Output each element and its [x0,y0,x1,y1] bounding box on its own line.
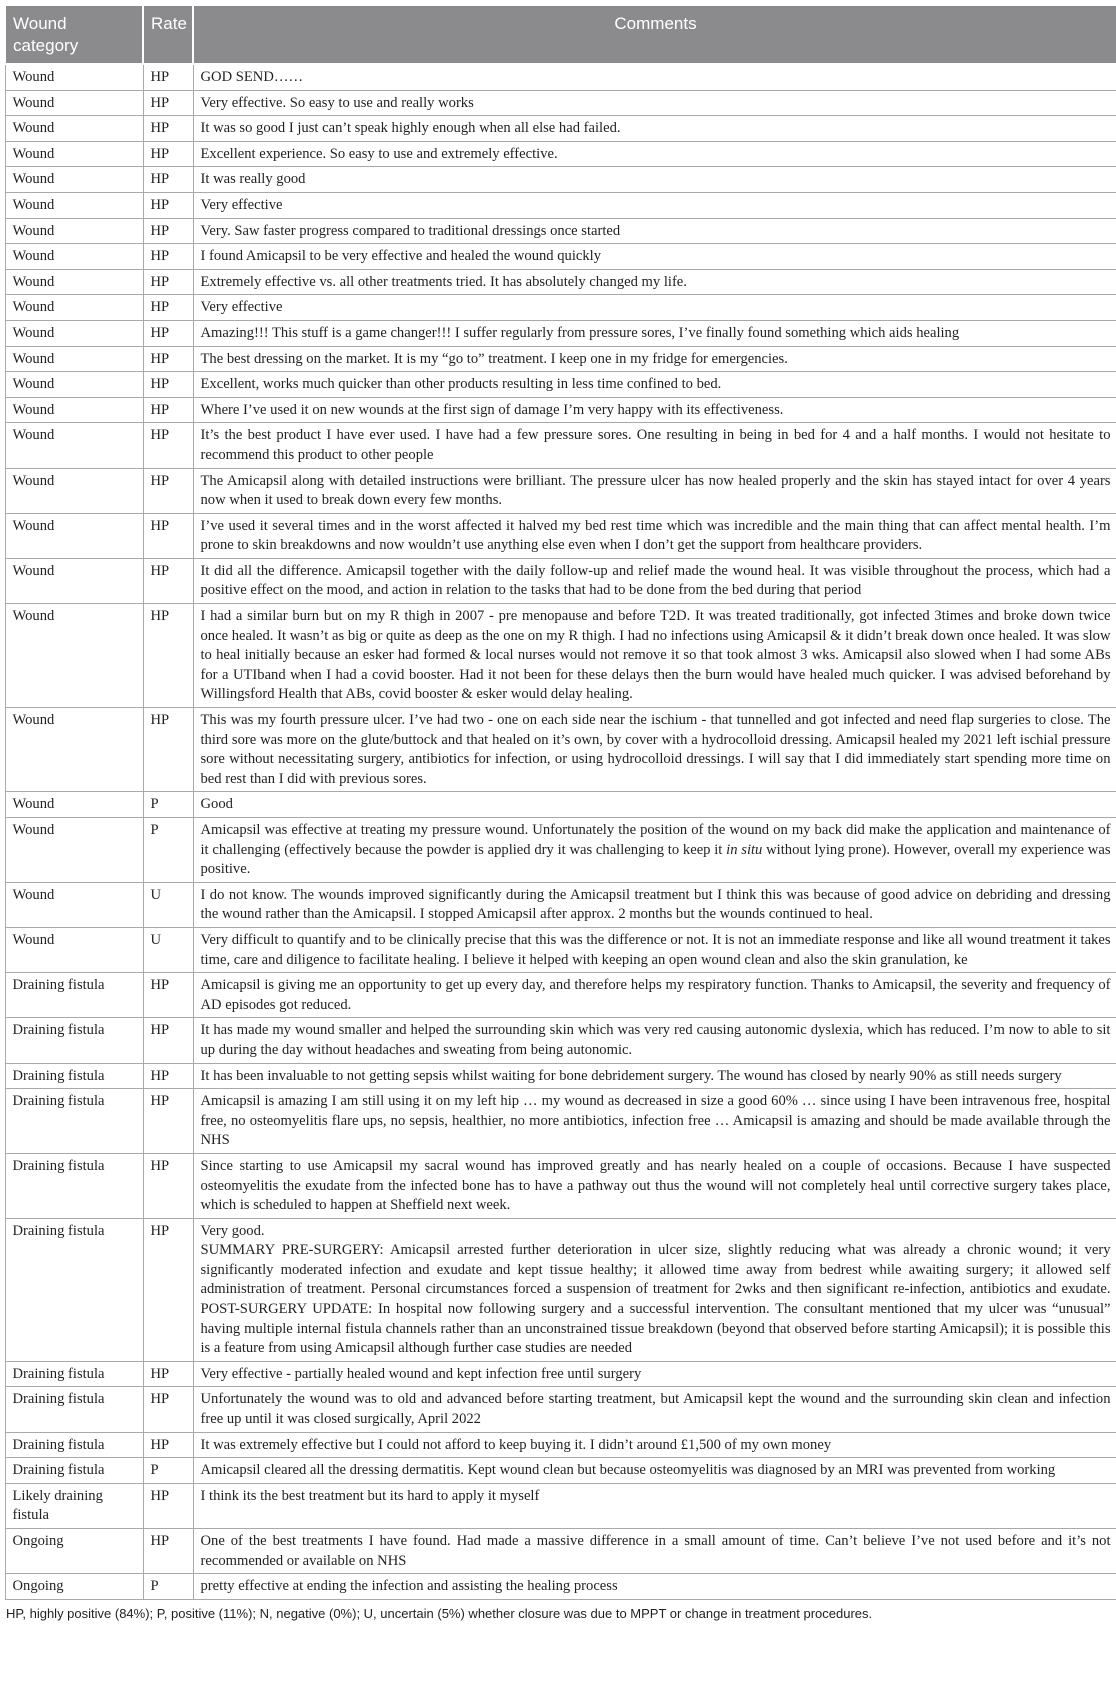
comment-cell: I do not know. The wounds improved significantly during the Amicapsil treatment but I think this was because of good advice on debriding and dressing the wound rather than the Amicapsil. I stopped Amicapsil after approx. 2 months but the wounds continued to heal. [193,882,1116,927]
comment-cell: Excellent, works much quicker than other products resulting in less time confined to bed. [193,372,1116,398]
rate-cell: U [143,927,193,972]
wound-category-cell: Draining fistula [5,1361,143,1387]
table-row [5,1529,1116,1574]
wound-category-cell: Likely draining fistula [5,1483,143,1528]
rate-cell: HP [143,397,193,423]
rate-cell: HP [143,192,193,218]
wound-category-cell: Draining fistula [5,1432,143,1458]
comment-paragraph: SUMMARY PRE-SURGERY: Amicapsil arrested further deterioration in ulcer size, slightly reducing what was already a chronic wound; it very significantly moderated infection and exudate and kept tissue healthy; it allowed time away from bedrest while awaiting surgery; it allowed self administration of treatment. Personal circumstances forced a suspension of treatment for 2wks and then significant re-infection, antibiotics and exudate. POST-SURGERY UPDATE: In hospital now following surgery and a successful intervention. The consultant mentioned that my ulcer was “unusual” having multiple internal fistula channels rather than an unconstrained tissue breakdown (beyond that observed before starting Amicapsil); it is possible this is a feature from using Amicapsil although further case studies are needed [200,1242,1111,1357]
comments-table [4,4,1116,1600]
comment-cell: Very effective [193,295,1116,321]
wound-category-cell: Draining fistula [5,1018,143,1063]
wound-category-cell: Draining fistula [5,973,143,1018]
table-row [5,141,1116,167]
table-row [5,1089,1116,1154]
table-row [5,295,1116,321]
rate-cell: HP [143,295,193,321]
wound-category-cell: Wound [5,818,143,883]
table-row [5,973,1116,1018]
rate-cell: HP [143,64,193,90]
wound-category-cell: Draining fistula [5,1458,143,1484]
wound-category-cell: Wound [5,927,143,972]
rate-cell: HP [143,90,193,116]
comment-cell: Where I’ve used it on new wounds at the first sign of damage I’m very happy with its effectiveness. [193,397,1116,423]
table-row [5,1018,1116,1063]
comment-cell: The best dressing on the market. It is my “go to” treatment. I keep one in my fridge for emergencies. [193,346,1116,372]
comment-cell [193,818,1116,883]
rate-cell: P [143,1574,193,1600]
rate-cell: HP [143,167,193,193]
comment-cell: Since starting to use Amicapsil my sacral wound has improved greatly and has nearly healed on a couple of occasions. Because I have suspected osteomyelitis the exudate from the infected bone has to have a pathway out thus the wound will not completely heal until corrective surgery takes place, which is scheduled to happen at Sheffield next week. [193,1153,1116,1218]
table-row [5,192,1116,218]
table-row [5,90,1116,116]
table-row [5,269,1116,295]
table-row [5,244,1116,270]
wound-category-cell: Draining fistula [5,1089,143,1154]
wound-category-cell: Wound [5,295,143,321]
wound-category-cell: Draining fistula [5,1387,143,1432]
comment-italic-text: in situ [726,841,763,858]
table-row [5,372,1116,398]
wound-category-cell: Wound [5,513,143,558]
wound-category-cell: Wound [5,269,143,295]
wound-category-cell: Ongoing [5,1529,143,1574]
wound-category-cell: Wound [5,792,143,818]
table-row [5,167,1116,193]
comment-cell: It was so good I just can’t speak highly enough when all else had failed. [193,116,1116,142]
comment-cell: Amazing!!! This stuff is a game changer!!! I suffer regularly from pressure sores, I’ve finally found something which aids healing [193,320,1116,346]
table-row [5,116,1116,142]
rate-cell: HP [143,346,193,372]
rate-cell: HP [143,558,193,603]
rate-cell: HP [143,1387,193,1432]
wound-category-cell: Draining fistula [5,1063,143,1089]
rate-cell: HP [143,468,193,513]
table-row [5,1432,1116,1458]
rate-cell: HP [143,244,193,270]
wound-category-cell: Wound [5,244,143,270]
comment-cell: Unfortunately the wound was to old and advanced before starting treatment, but Amicapsil kept the wound and the surrounding skin clean and infection free up until it was closed surgically, April 2022 [193,1387,1116,1432]
document-page [4,4,1116,1621]
wound-category-cell: Wound [5,116,143,142]
rate-cell: U [143,882,193,927]
table-row [5,320,1116,346]
wound-category-cell: Wound [5,192,143,218]
comment-cell: It did all the difference. Amicapsil together with the daily follow-up and relief made the wound heal. It was visible throughout the process, which had a positive effect on the mood, and action in relation to the tasks that had to be done from the bed during that period [193,558,1116,603]
wound-category-cell: Wound [5,397,143,423]
comment-cell: It has made my wound smaller and helped the surrounding skin which was very red causing autonomic dyslexia, which has reduced. I’m now to able to sit up during the day without headaches and sweating from being autonomic. [193,1018,1116,1063]
rate-cell: HP [143,320,193,346]
wound-category-cell: Wound [5,346,143,372]
table-row [5,64,1116,90]
table-row [5,792,1116,818]
table-row [5,1361,1116,1387]
comment-cell: I’ve used it several times and in the worst affected it halved my bed rest time which was incredible and the main thing that can affect mental health. I’m prone to skin breakdowns and now wouldn’t use anything else even when I don’t get the support from healthcare providers. [193,513,1116,558]
rate-cell: HP [143,1529,193,1574]
comment-cell: Good [193,792,1116,818]
comment-cell: It was really good [193,167,1116,193]
comment-cell: GOD SEND…… [193,64,1116,90]
table-row [5,604,1116,708]
rate-cell: HP [143,1361,193,1387]
table-row [5,1574,1116,1600]
rate-cell: HP [143,1432,193,1458]
table-row [5,423,1116,468]
rate-cell: HP [143,1018,193,1063]
comment-cell: Extremely effective vs. all other treatments tried. It has absolutely changed my life. [193,269,1116,295]
table-row [5,1153,1116,1218]
rate-cell: HP [143,1218,193,1361]
rate-cell: HP [143,604,193,708]
table-row [5,513,1116,558]
table-footnote: HP, highly positive (84%); P, positive (11%); N, negative (0%); U, uncertain (5%) whether closure was due to MPPT or change in treatment procedures. [6,1605,873,1621]
rate-cell: P [143,1458,193,1484]
table-row [5,558,1116,603]
wound-category-cell: Wound [5,90,143,116]
comment-cell: One of the best treatments I have found. Had made a massive difference in a small amount of time. Can’t believe I’ve not used before and it’s not recommended or available on NHS [193,1529,1116,1574]
table-row [5,708,1116,792]
comment-cell: I think its the best treatment but its hard to apply it myself [193,1483,1116,1528]
table-row [5,1387,1116,1432]
rate-cell: HP [143,423,193,468]
comment-cell: Very effective [193,192,1116,218]
comment-cell: Very effective. So easy to use and really works [193,90,1116,116]
comment-text: Amicapsil was effective at treating my pressure wound. Unfortunately the position of the wound on my back did make the application and maintenance of it challenging (effectively because the powder is applied dry it was challenging to keep it [200,822,1111,858]
wound-category-cell: Wound [5,558,143,603]
wound-category-cell: Wound [5,141,143,167]
wound-category-cell: Wound [5,167,143,193]
rate-cell: HP [143,1153,193,1218]
wound-category-cell: Wound [5,64,143,90]
table-body [5,64,1116,1599]
wound-category-cell: Wound [5,218,143,244]
rate-cell: HP [143,269,193,295]
rate-cell: HP [143,372,193,398]
table-row [5,397,1116,423]
comment-cell: It has been invaluable to not getting sepsis whilst waiting for bone debridement surgery. The wound has closed by nearly 90% as still needs surgery [193,1063,1116,1089]
comment-cell: Amicapsil is giving me an opportunity to get up every day, and therefore helps my respiratory function. Thanks to Amicapsil, the severity and frequency of AD episodes got reduced. [193,973,1116,1018]
wound-category-cell: Draining fistula [5,1218,143,1361]
comment-cell: Excellent experience. So easy to use and extremely effective. [193,141,1116,167]
table-row [5,818,1116,883]
table-row [5,1483,1116,1528]
comment-cell: Very. Saw faster progress compared to traditional dressings once started [193,218,1116,244]
rate-cell: P [143,818,193,883]
comment-text: without lying prone). However, overall my experience was positive. [200,841,1111,878]
comment-cell: Amicapsil is amazing I am still using it on my left hip … my wound as decreased in size a good 60% … since using I have been intravenous free, hospital free, no osteomyelitis flare ups, no sepsis, healthier, no more antibiotics, infection free … Amicapsil is amazing and should be made available through the NHS [193,1089,1116,1154]
comment-cell: Very effective - partially healed wound and kept infection free until surgery [193,1361,1116,1387]
rate-cell: HP [143,141,193,167]
wound-category-cell: Wound [5,882,143,927]
comment-cell: pretty effective at ending the infection and assisting the healing process [193,1574,1116,1600]
comment-cell: I had a similar burn but on my R thigh in 2007 - pre menopause and before T2D. It was treated traditionally, got infected 3times and broke down twice once healed. It wasn’t as big or quite as deep as the one on my R thigh. I had no infections using Amicapsil & it didn’t break down once healed. It was slow to heal initially because an esker had formed & local nurses would not remove it so that took almost 3 wks. Amicapsil also slowed when I had some ABs for a UTIband when I had a covid booster. Had it not been for these delays then the burn would have healed much quicker. I was advised beforehand by Willingsford Health that ABs, covid booster & esker would delay healing. [193,604,1116,708]
rate-cell: HP [143,973,193,1018]
table-row [5,218,1116,244]
comment-cell: The Amicapsil along with detailed instructions were brilliant. The pressure ulcer has now healed properly and the skin has stayed intact for over 4 years now when it used to break down every few months. [193,468,1116,513]
wound-category-cell: Wound [5,604,143,708]
comment-cell: Amicapsil cleared all the dressing dermatitis. Kept wound clean but because osteomyelitis was diagnosed by an MRI was prevented from working [193,1458,1116,1484]
wound-category-cell: Wound [5,320,143,346]
table-row [5,1218,1116,1361]
header-rate: Rate [143,5,193,64]
table-row [5,882,1116,927]
comment-cell: I found Amicapsil to be very effective and healed the wound quickly [193,244,1116,270]
table-header-row [5,5,1116,64]
wound-category-cell: Draining fistula [5,1153,143,1218]
comment-cell: Very difficult to quantify and to be clinically precise that this was the difference or not. It is not an immediate response and like all wound treatment it takes time, care and diligence to facilitate healing. I believe it helped with keeping an open wound clean and also the skin granulation, ke [193,927,1116,972]
comment-paragraph: Very good. [200,1222,265,1239]
table-row [5,346,1116,372]
table-row [5,1458,1116,1484]
rate-cell: HP [143,1483,193,1528]
comment-cell [193,1218,1116,1361]
comment-cell: This was my fourth pressure ulcer. I’ve had two - one on each side near the ischium - that tunnelled and got infected and need flap surgeries to close. The third sore was more on the glute/buttock and that healed on it’s own, by cover with a hydrocolloid dressing. Amicapsil healed my 2021 left ischial pressure sore without necessitating surgery, antibiotics for infection, or using hydrocolloid dressings. I will say that I did immediately start spending more time on bed rest than I did with previous sores. [193,708,1116,792]
rate-cell: HP [143,116,193,142]
wound-category-cell: Wound [5,372,143,398]
rate-cell: HP [143,513,193,558]
rate-cell: HP [143,708,193,792]
table-row [5,927,1116,972]
wound-category-cell: Wound [5,468,143,513]
comment-cell: It was extremely effective but I could not afford to keep buying it. I didn’t around £1,500 of my own money [193,1432,1116,1458]
comment-cell: It’s the best product I have ever used. I have had a few pressure sores. One resulting in being in bed for 4 and a half months. I would not hesitate to recommend this product to other people [193,423,1116,468]
table-row [5,468,1116,513]
wound-category-cell: Wound [5,708,143,792]
wound-category-cell: Wound [5,423,143,468]
rate-cell: HP [143,1063,193,1089]
header-wound-category: Wound category [5,5,143,64]
rate-cell: HP [143,218,193,244]
header-comments: Comments [193,5,1116,64]
wound-category-cell: Ongoing [5,1574,143,1600]
rate-cell: HP [143,1089,193,1154]
table-row [5,1063,1116,1089]
rate-cell: P [143,792,193,818]
